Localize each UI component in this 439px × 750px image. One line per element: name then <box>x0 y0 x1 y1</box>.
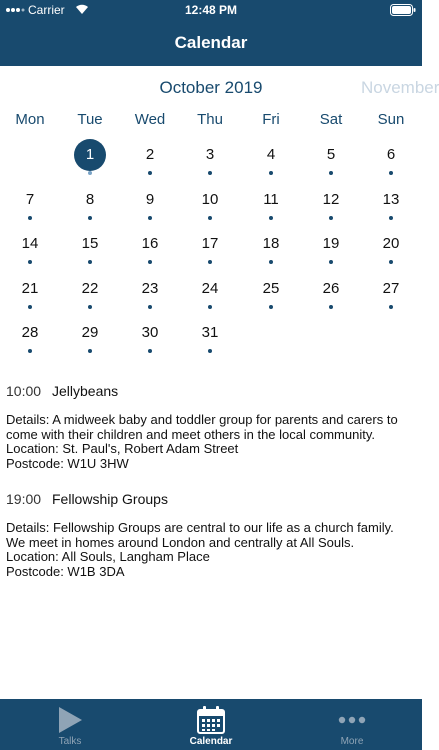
event-details: Details: Fellowship Groups are central to our life as a church family. We meet in homes around London and centrally at All Souls. <box>6 520 394 550</box>
calendar-day[interactable]: 23 <box>120 275 180 315</box>
calendar-day[interactable]: 8 <box>60 186 120 226</box>
calendar-day[interactable]: 21 <box>0 275 60 315</box>
event-time: 10:00 <box>6 383 42 399</box>
tab-calendar[interactable]: Calendar <box>141 699 281 750</box>
calendar-day[interactable]: 28 <box>0 319 60 359</box>
event-location: Location: St. Paul's, Robert Adam Street <box>6 441 239 456</box>
calendar-day[interactable]: 13 <box>361 186 421 226</box>
event-dot <box>28 349 32 353</box>
weekday-label: Tue <box>77 111 103 128</box>
event-dot <box>148 216 152 220</box>
event-dot <box>88 305 92 309</box>
event-dot <box>28 216 32 220</box>
play-icon <box>0 705 140 735</box>
calendar-day[interactable]: 19 <box>301 230 361 270</box>
weekday-label: Sun <box>377 111 405 128</box>
event-item[interactable] <box>6 491 416 579</box>
event-details: Details: A midweek baby and toddler group for parents and carers to come with their children and meet others in the local community. <box>6 412 398 442</box>
event-dot <box>269 260 273 264</box>
event-dot <box>148 171 152 175</box>
calendar-day[interactable]: 25 <box>241 275 301 315</box>
calendar-day[interactable]: 7 <box>0 186 60 226</box>
calendar-day[interactable]: 27 <box>361 275 421 315</box>
event-dot <box>269 216 273 220</box>
event-postcode: Postcode: W1U 3HW <box>6 455 129 471</box>
event-dot <box>389 260 393 264</box>
event-dot <box>208 171 212 175</box>
battery-icon <box>390 4 416 19</box>
calendar-day[interactable]: 10 <box>180 186 240 226</box>
calendar-day[interactable]: 30 <box>120 319 180 359</box>
weekday-label: Wed <box>134 111 166 128</box>
calendar-day[interactable]: 1 <box>60 141 120 181</box>
event-dot <box>269 171 273 175</box>
tab-bar <box>0 699 422 750</box>
calendar-day[interactable]: 6 <box>361 141 421 181</box>
event-dot <box>88 260 92 264</box>
tab-talks[interactable]: Talks <box>0 699 140 750</box>
calendar-day[interactable]: 11 <box>241 186 301 226</box>
event-title: Fellowship Groups <box>52 491 168 507</box>
calendar-icon <box>141 705 281 735</box>
event-dot <box>88 349 92 353</box>
calendar-day[interactable]: 4 <box>241 141 301 181</box>
carrier-name: Carrier <box>28 3 65 17</box>
calendar-day[interactable]: 2 <box>120 141 180 181</box>
clock: 12:48 PM <box>184 3 238 17</box>
calendar-day[interactable]: 24 <box>180 275 240 315</box>
weekday-label: Sat <box>319 111 343 128</box>
calendar-day[interactable]: 12 <box>301 186 361 226</box>
tab-more[interactable]: More <box>282 699 422 750</box>
navigation-bar <box>0 0 422 66</box>
calendar-day[interactable]: 16 <box>120 230 180 270</box>
calendar-day[interactable]: 20 <box>361 230 421 270</box>
calendar-day[interactable]: 31 <box>180 319 240 359</box>
calendar-day[interactable]: 15 <box>60 230 120 270</box>
event-dot <box>88 216 92 220</box>
event-dot <box>329 260 333 264</box>
next-month-title[interactable]: November <box>361 78 439 97</box>
calendar-day[interactable]: 18 <box>241 230 301 270</box>
calendar-day[interactable]: 29 <box>60 319 120 359</box>
more-icon <box>282 705 422 735</box>
page-title: Calendar <box>174 33 248 52</box>
event-dot <box>269 305 273 309</box>
event-dot <box>389 305 393 309</box>
calendar-day[interactable]: 26 <box>301 275 361 315</box>
calendar-day[interactable]: 5 <box>301 141 361 181</box>
event-time: 19:00 <box>6 491 42 507</box>
event-dot <box>148 305 152 309</box>
event-dot <box>329 305 333 309</box>
calendar-day[interactable]: 3 <box>180 141 240 181</box>
calendar-day[interactable]: 17 <box>180 230 240 270</box>
event-title: Jellybeans <box>52 383 119 399</box>
weekday-label: Mon <box>15 111 45 128</box>
weekday-label: Fri <box>262 111 280 128</box>
event-dot <box>389 171 393 175</box>
calendar-day[interactable]: 9 <box>120 186 180 226</box>
event-location: Location: All Souls, Langham Place <box>6 549 210 564</box>
event-dot <box>88 171 92 175</box>
event-postcode: Postcode: W1B 3DA <box>6 563 125 579</box>
calendar-day[interactable]: 14 <box>0 230 60 270</box>
event-dot <box>389 216 393 220</box>
event-dot <box>329 171 333 175</box>
event-dot <box>148 349 152 353</box>
event-dot <box>329 216 333 220</box>
event-dot <box>208 260 212 264</box>
event-dot <box>148 260 152 264</box>
weekday-label: Thu <box>197 111 223 128</box>
event-dot <box>28 305 32 309</box>
event-dot <box>28 260 32 264</box>
event-item[interactable] <box>6 383 416 471</box>
status-bar <box>0 0 422 20</box>
calendar-day[interactable]: 22 <box>60 275 120 315</box>
month-title: October 2019 <box>159 78 263 97</box>
event-dot <box>208 349 212 353</box>
event-dot <box>208 216 212 220</box>
event-dot <box>208 305 212 309</box>
